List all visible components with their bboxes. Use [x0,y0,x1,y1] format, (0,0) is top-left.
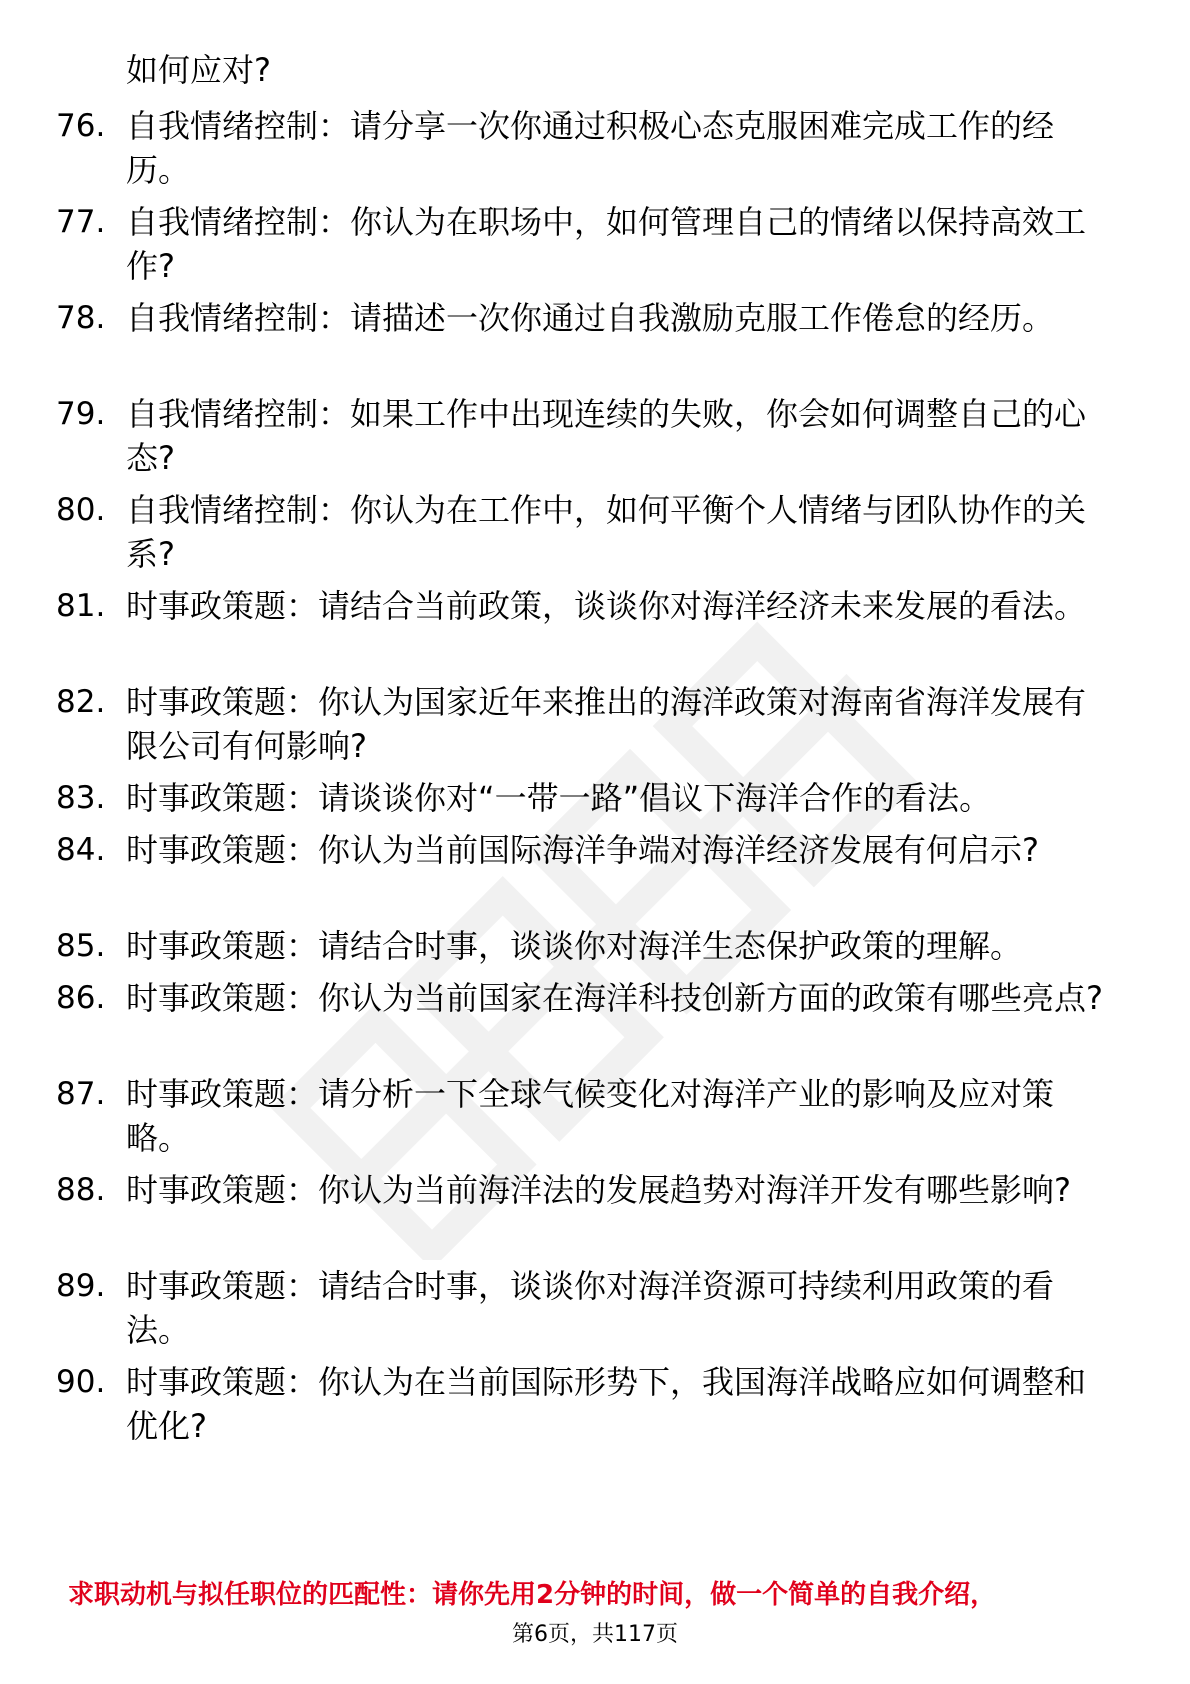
page-number: 第6页，共117页 [512,1622,678,1647]
question-text: 时事政策题：你认为当前海洋法的发展趋势对海洋开发有哪些影响? [126,1171,1071,1209]
question-text: 时事政策题：你认为国家近年来推出的海洋政策对海南省海洋发展有限公司有何影响? [126,683,1087,765]
question-number: 78. [56,300,106,336]
question-number: 88. [56,1172,106,1208]
question-text: 时事政策题：你认为当前国际海洋争端对海洋经济发展有何启示? [126,831,1039,869]
question-number: 89. [56,1268,106,1304]
question-text: 自我情绪控制：请描述一次你通过自我激励克服工作倦怠的经历。 [126,299,1055,337]
question-number: 82. [56,684,106,720]
question-number: 84. [56,832,106,868]
question-number: 86. [56,980,106,1016]
continued-text: 如何应对? [126,51,271,89]
question-number: 79. [56,396,106,432]
question-text: 时事政策题：你认为当前国家在海洋科技创新方面的政策有哪些亮点? [126,979,1103,1017]
question-number: 90. [56,1364,106,1400]
question-number: 77. [56,204,106,240]
question-number: 81. [56,588,106,624]
question-number: 83. [56,780,106,816]
question-text: 时事政策题：请结合时事，谈谈你对海洋资源可持续利用政策的看法。 [126,1267,1055,1349]
question-text: 自我情绪控制：请分享一次你通过积极心态克服困难完成工作的经历。 [126,107,1055,189]
question-text: 时事政策题：请分析一下全球气候变化对海洋产业的影响及应对策略。 [126,1075,1055,1157]
question-number: 80. [56,492,106,528]
question-text: 时事政策题：请结合当前政策，谈谈你对海洋经济未来发展的看法。 [126,587,1087,625]
question-text: 时事政策题：你认为在当前国际形势下，我国海洋战略应如何调整和优化? [126,1363,1087,1445]
question-number: 85. [56,928,106,964]
question-number: 76. [56,108,106,144]
footer-red-note: 求职动机与拟任职位的匹配性：请你先用2分钟的时间，做一个简单的自我介绍， [68,1580,997,1610]
question-number: 87. [56,1076,106,1112]
question-text: 时事政策题：请谈谈你对“一带一路”倡议下海洋合作的看法。 [126,779,992,817]
question-text: 自我情绪控制：你认为在工作中，如何平衡个人情绪与团队协作的关系? [126,491,1087,573]
question-text: 时事政策题：请结合时事，谈谈你对海洋生态保护政策的理解。 [126,927,1023,965]
question-text: 自我情绪控制：你认为在职场中，如何管理自己的情绪以保持高效工作? [126,203,1087,285]
question-text: 自我情绪控制：如果工作中出现连续的失败，你会如何调整自己的心态? [126,395,1087,477]
